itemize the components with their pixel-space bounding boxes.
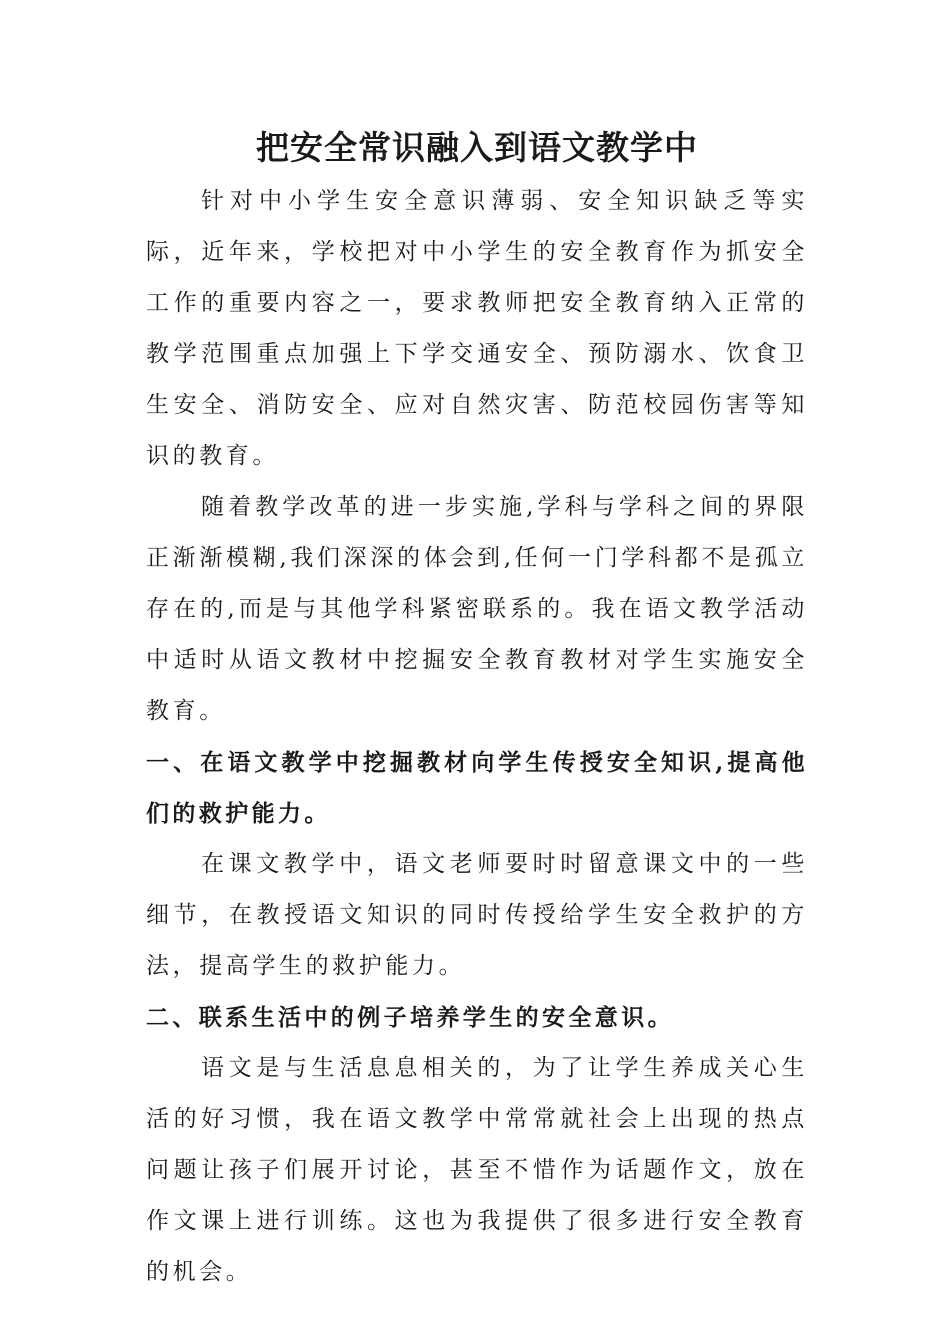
paragraph-section-1: 在课文教学中，语文老师要时时留意课文中的一些细节，在教授语文知识的同时传授给学生安全救护的方法，提高学生的救护能力。 [146,851,808,979]
document-page [146,120,808,1298]
paragraph-section-2: 语文是与生活息息相关的，为了让学生养成关心生活的好习惯，我在语文教学中常常就社会上出现的热点问题让孩子们展开讨论，甚至不惜作为话题作文，放在作文课上进行训练。这也为我提供了很多进行安全教育的机会。 [146,1055,808,1285]
paragraph-intro: 针对中小学生安全意识薄弱、安全知识缺乏等实际，近年来，学校把对中小学生的安全教育作为抓安全工作的重要内容之一，要求教师把安全教育纳入正常的教学范围重点加强上下学交通安全、预防溺水、饮食卫生安全、消防安全、应对自然灾害、防范校园伤害等知识的教育。 [146,188,808,469]
section-heading-1: 一、在语文教学中挖掘教材向学生传授安全知识,提高他们的救护能力。 [146,749,808,827]
document-title: 把安全常识融入到语文教学中 [256,128,698,167]
section-heading-2: 二、联系生活中的例子培养学生的安全意识。 [146,1004,674,1031]
paragraph-reform: 随着教学改革的进一步实施,学科与学科之间的界限正渐渐模糊,我们深深的体会到,任何一门学科都不是孤立存在的,而是与其他学科紧密联系的。我在语文教学活动中适时从语文教材中挖掘安全教育教材对学生实施安全教育。 [146,494,808,724]
